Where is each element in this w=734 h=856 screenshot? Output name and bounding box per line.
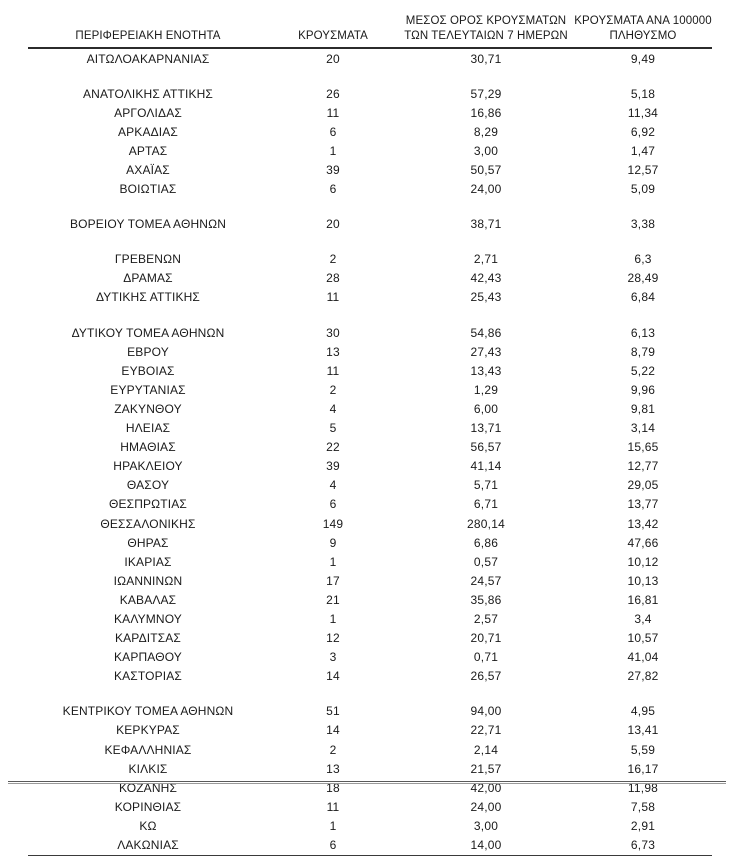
cell-per100k: 9,96 (630, 382, 656, 397)
table-row (28, 180, 712, 199)
cell-per100k: 27,82 (627, 669, 659, 684)
table-row (28, 552, 712, 571)
cell-cases: 5 (329, 421, 337, 436)
cell-region: ΑΝΑΤΟΛΙΚΗΣ ΑΤΤΙΚΗΣ (82, 86, 214, 101)
table-row (28, 84, 712, 103)
cell-cases: 39 (326, 459, 340, 474)
spacer-cell (268, 234, 398, 250)
cell-region: ΚΑΡΠΑΘΟΥ (114, 650, 182, 665)
cell-per100k: 1,47 (630, 143, 656, 158)
cell-cases: 4 (329, 478, 337, 493)
cell-avg7: 54,86 (470, 325, 502, 340)
cell-cases: 51 (326, 704, 340, 719)
cell-avg7: 1,29 (473, 382, 499, 397)
spacer-cell (574, 68, 712, 84)
table-row (28, 514, 712, 533)
cell-cases: 20 (326, 217, 340, 232)
cell-region: ΕΥΡΥΤΑΝΙΑΣ (110, 382, 186, 397)
table-row (28, 122, 712, 141)
cell-avg7: 56,57 (470, 440, 502, 455)
cell-cases: 20 (326, 51, 340, 66)
cell-cases: 11 (326, 363, 340, 378)
cell-avg7: 24,00 (470, 182, 502, 197)
column-header-avg7-line-2: ΤΩΝ ΤΕΛΕΥΤΑΙΩΝ 7 ΗΜΕΡΩΝ (404, 30, 568, 42)
cell-region: ΚΑΣΤΟΡΙΑΣ (114, 669, 182, 684)
table-row (28, 288, 712, 307)
cell-cases: 21 (326, 592, 340, 607)
cell-cases: 149 (322, 516, 344, 531)
cell-per100k: 47,66 (627, 535, 659, 550)
cell-avg7: 8,29 (473, 124, 499, 139)
cell-per100k: 6,92 (630, 124, 656, 139)
table-row (28, 250, 712, 269)
cell-region: ΚΕΦΑΛΛΗΝΙΑΣ (104, 742, 192, 757)
cell-region: ΖΑΚΥΝΘΟΥ (114, 401, 182, 416)
cell-per100k: 5,18 (630, 86, 656, 101)
cell-avg7: 13,43 (470, 363, 502, 378)
cell-per100k: 29,05 (627, 478, 659, 493)
cell-per100k: 41,04 (627, 650, 659, 665)
cell-avg7: 0,71 (473, 650, 499, 665)
cell-per100k: 11,98 (627, 780, 659, 795)
cell-region: ΕΒΡΟΥ (127, 344, 169, 359)
cell-cases: 2 (329, 742, 337, 757)
cell-cases: 1 (329, 554, 337, 569)
table-row (28, 629, 712, 648)
cell-region: ΓΡΕΒΕΝΩΝ (114, 252, 182, 267)
cell-region: ΚΑΒΑΛΑΣ (119, 592, 177, 607)
column-header-avg7 (398, 14, 574, 48)
cell-avg7: 38,71 (470, 217, 502, 232)
cell-cases: 22 (326, 440, 340, 455)
table-bottom-rule (8, 781, 726, 784)
cell-avg7: 5,71 (473, 478, 499, 493)
spacer-cell (398, 234, 574, 250)
spacer-cell (268, 68, 398, 84)
cell-per100k: 10,13 (627, 573, 659, 588)
table-row (28, 816, 712, 835)
cell-region: ΘΗΡΑΣ (127, 535, 169, 550)
cell-per100k: 16,17 (627, 761, 659, 776)
cell-region: ΕΥΒΟΙΑΣ (121, 363, 175, 378)
spacer-cell (268, 199, 398, 215)
cell-cases: 6 (329, 124, 337, 139)
cell-region: ΚΑΛΥΜΝΟΥ (114, 611, 182, 626)
cell-region: ΒΟΡΕΙΟΥ ΤΟΜΕΑ ΑΘΗΝΩΝ (69, 217, 227, 232)
spacer-cell (574, 234, 712, 250)
cell-cases: 14 (326, 669, 340, 684)
cell-region: ΚΟΖΑΝΗΣ (118, 780, 178, 795)
cell-cases: 13 (326, 344, 340, 359)
cell-cases: 1 (329, 818, 337, 833)
cell-avg7: 14,00 (398, 835, 574, 855)
table-row (28, 609, 712, 628)
column-header-cases (268, 14, 398, 48)
cell-per100k: 5,22 (630, 363, 656, 378)
cell-per100k: 5,09 (630, 182, 656, 197)
cell-region: ΗΜΑΘΙΑΣ (120, 440, 176, 455)
cell-per100k: 5,59 (630, 742, 656, 757)
cell-avg7: 6,86 (473, 535, 499, 550)
cell-cases: 2 (329, 252, 337, 267)
table-row (28, 740, 712, 759)
cell-per100k: 9,49 (630, 51, 656, 66)
spacer-cell (28, 686, 268, 702)
cell-per100k: 6,73 (574, 835, 712, 855)
cell-region: ΚΕΡΚΥΡΑΣ (116, 723, 180, 738)
spacer-cell (28, 199, 268, 215)
table-row (28, 702, 712, 721)
cell-region: ΙΩΑΝΝΙΝΩΝ (113, 573, 183, 588)
cell-avg7: 35,86 (470, 592, 502, 607)
column-header-region (28, 14, 268, 48)
cell-region: ΗΛΕΙΑΣ (125, 421, 171, 436)
table-header (28, 14, 712, 48)
cell-region: ΘΕΣΠΡΩΤΙΑΣ (109, 497, 187, 512)
cell-region: ΗΡΑΚΛΕΙΟΥ (113, 459, 183, 474)
cell-per100k: 12,77 (627, 459, 659, 474)
spacer-cell (398, 199, 574, 215)
cell-per100k: 3,38 (630, 217, 656, 232)
cell-region: ΑΡΤΑΣ (128, 143, 168, 158)
cell-region: ΔΥΤΙΚΟΥ ΤΟΜΕΑ ΑΘΗΝΩΝ (71, 325, 225, 340)
cell-region: ΘΑΣΟΥ (126, 478, 170, 493)
table-row (28, 648, 712, 667)
column-header-per100k (574, 14, 712, 48)
cell-cases: 2 (329, 382, 337, 397)
column-header-per100k-line-1: ΚΡΟΥΣΜΑΤΑ ΑΝΑ 100000 (574, 15, 712, 27)
cell-avg7: 42,00 (470, 780, 502, 795)
cell-avg7: 30,71 (470, 51, 502, 66)
cell-cases: 26 (326, 86, 340, 101)
table-row (28, 457, 712, 476)
cell-region: ΚΕΝΤΡΙΚΟΥ ΤΟΜΕΑ ΑΘΗΝΩΝ (62, 704, 234, 719)
table-spacer-row (28, 68, 712, 84)
spacer-cell (28, 68, 268, 84)
column-header-region-line-1: ΠΕΡΙΦΕΡΕΙΑΚΗ ΕΝΟΤΗΤΑ (75, 30, 221, 42)
cell-per100k: 6,13 (630, 325, 656, 340)
cell-per100k: 13,42 (627, 516, 659, 531)
table-spacer-row (28, 199, 712, 215)
cell-cases: 9 (329, 535, 337, 550)
cell-avg7: 21,57 (470, 761, 502, 776)
cell-per100k: 4,95 (630, 704, 656, 719)
cell-per100k: 6,84 (630, 290, 656, 305)
table-row (28, 160, 712, 179)
cell-avg7: 26,57 (470, 669, 502, 684)
spacer-cell (398, 68, 574, 84)
cell-cases: 18 (326, 780, 340, 795)
column-header-avg7-line-1: ΜΕΣΟΣ ΟΡΟΣ ΚΡΟΥΣΜΑΤΩΝ (405, 15, 567, 27)
cell-region: ΑΡΚΑΔΙΑΣ (118, 124, 178, 139)
table-row (28, 48, 712, 68)
header-row (28, 14, 712, 48)
cell-region: ΔΡΑΜΑΣ (123, 271, 173, 286)
spacer-cell (574, 199, 712, 215)
cell-region: ΚΑΡΔΙΤΣΑΣ (115, 631, 181, 646)
cell-cases: 14 (326, 723, 340, 738)
cell-avg7: 27,43 (470, 344, 502, 359)
table-row (28, 759, 712, 778)
cell-per100k: 3,4 (634, 611, 652, 626)
table-row (28, 721, 712, 740)
spacer-cell (574, 686, 712, 702)
table-row (28, 380, 712, 399)
cell-cases: 4 (329, 401, 337, 416)
cell-cases: 1 (329, 143, 337, 158)
table-spacer-row (28, 234, 712, 250)
cell-per100k: 6,3 (634, 252, 652, 267)
cell-region: ΙΚΑΡΙΑΣ (124, 554, 172, 569)
table-spacer-row (28, 686, 712, 702)
cell-avg7: 24,57 (470, 573, 502, 588)
spacer-cell (268, 686, 398, 702)
cell-cases: 6 (329, 497, 337, 512)
cell-avg7: 41,14 (470, 459, 502, 474)
cell-region: ΚΟΡΙΝΘΙΑΣ (114, 799, 182, 814)
spacer-cell (28, 307, 268, 323)
spacer-cell (574, 307, 712, 323)
table-row (28, 571, 712, 590)
cell-avg7: 0,57 (473, 554, 499, 569)
cell-avg7: 42,43 (470, 271, 502, 286)
cell-per100k: 10,57 (627, 631, 659, 646)
cell-cases: 12 (326, 631, 340, 646)
cell-per100k: 2,91 (630, 818, 656, 833)
cell-per100k: 8,79 (630, 344, 656, 359)
cell-region: ΘΕΣΣΑΛΟΝΙΚΗΣ (100, 516, 196, 531)
table-row (28, 269, 712, 288)
cell-per100k: 7,58 (630, 799, 656, 814)
cell-cases: 6 (329, 182, 337, 197)
column-header-per100k-line-2: ΠΛΗΘΥΣΜΟ (609, 30, 677, 42)
table-spacer-row (28, 307, 712, 323)
cell-region: ΑΧΑΪΑΣ (126, 163, 170, 178)
table-row (28, 667, 712, 686)
table-row (28, 342, 712, 361)
table-body (28, 48, 712, 855)
cell-cases: 30 (326, 325, 340, 340)
cell-cases: 11 (326, 290, 340, 305)
cell-avg7: 2,57 (473, 611, 499, 626)
table-row (28, 215, 712, 234)
table-row (28, 533, 712, 552)
cell-per100k: 11,34 (627, 105, 659, 120)
cell-cases: 39 (326, 163, 340, 178)
cell-per100k: 10,12 (627, 554, 659, 569)
table-row (28, 323, 712, 342)
spacer-cell (268, 307, 398, 323)
spacer-cell (398, 686, 574, 702)
table-row (28, 590, 712, 609)
cell-avg7: 20,71 (470, 631, 502, 646)
regional-cases-table (28, 14, 712, 856)
cell-avg7: 24,00 (470, 799, 502, 814)
table-row (28, 361, 712, 380)
table-row (28, 103, 712, 122)
cell-avg7: 3,00 (473, 818, 499, 833)
cell-cases: 1 (329, 611, 337, 626)
cell-region: ΚΙΛΚΙΣ (128, 761, 168, 776)
table-row (28, 141, 712, 160)
cell-cases: 11 (326, 799, 340, 814)
table-row (28, 495, 712, 514)
cell-avg7: 94,00 (470, 704, 502, 719)
cell-region: ΒΟΙΩΤΙΑΣ (119, 182, 177, 197)
cell-avg7: 6,71 (473, 497, 499, 512)
cell-cases: 28 (326, 271, 340, 286)
cell-cases: 3 (329, 650, 337, 665)
cell-per100k: 12,57 (627, 163, 659, 178)
cell-avg7: 16,86 (470, 105, 502, 120)
cell-avg7: 6,00 (473, 401, 499, 416)
spacer-cell (398, 307, 574, 323)
cell-region: ΚΩ (139, 818, 157, 833)
table-row (28, 835, 712, 855)
table-row (28, 438, 712, 457)
cell-region: ΑΙΤΩΛΟΑΚΑΡΝΑΝΙΑΣ (86, 51, 210, 66)
cell-per100k: 3,14 (630, 421, 656, 436)
cell-avg7: 2,14 (473, 742, 499, 757)
table-row (28, 797, 712, 816)
table-row (28, 399, 712, 418)
cell-per100k: 16,81 (627, 592, 659, 607)
cell-avg7: 2,71 (473, 252, 499, 267)
cell-region: ΛΑΚΩΝΙΑΣ (28, 835, 268, 855)
table-row (28, 476, 712, 495)
cell-cases: 11 (326, 105, 340, 120)
cell-per100k: 15,65 (627, 440, 659, 455)
cell-per100k: 13,41 (627, 723, 659, 738)
cell-avg7: 13,71 (470, 421, 502, 436)
cell-avg7: 57,29 (470, 86, 502, 101)
cell-cases: 17 (326, 573, 340, 588)
cell-cases: 6 (268, 835, 398, 855)
cell-per100k: 9,81 (630, 401, 656, 416)
cell-avg7: 3,00 (473, 143, 499, 158)
table-row (28, 419, 712, 438)
cell-region: ΔΥΤΙΚΗΣ ΑΤΤΙΚΗΣ (96, 290, 200, 305)
cell-avg7: 280,14 (467, 516, 505, 531)
cell-avg7: 25,43 (470, 290, 502, 305)
cell-avg7: 50,57 (470, 163, 502, 178)
column-header-cases-line-1: ΚΡΟΥΣΜΑΤΑ (298, 30, 368, 42)
cell-per100k: 28,49 (627, 271, 659, 286)
cell-region: ΑΡΓΟΛΙΔΑΣ (114, 105, 182, 120)
cell-per100k: 13,77 (627, 497, 659, 512)
spacer-cell (28, 234, 268, 250)
cell-avg7: 22,71 (470, 723, 502, 738)
cell-cases: 13 (326, 761, 340, 776)
